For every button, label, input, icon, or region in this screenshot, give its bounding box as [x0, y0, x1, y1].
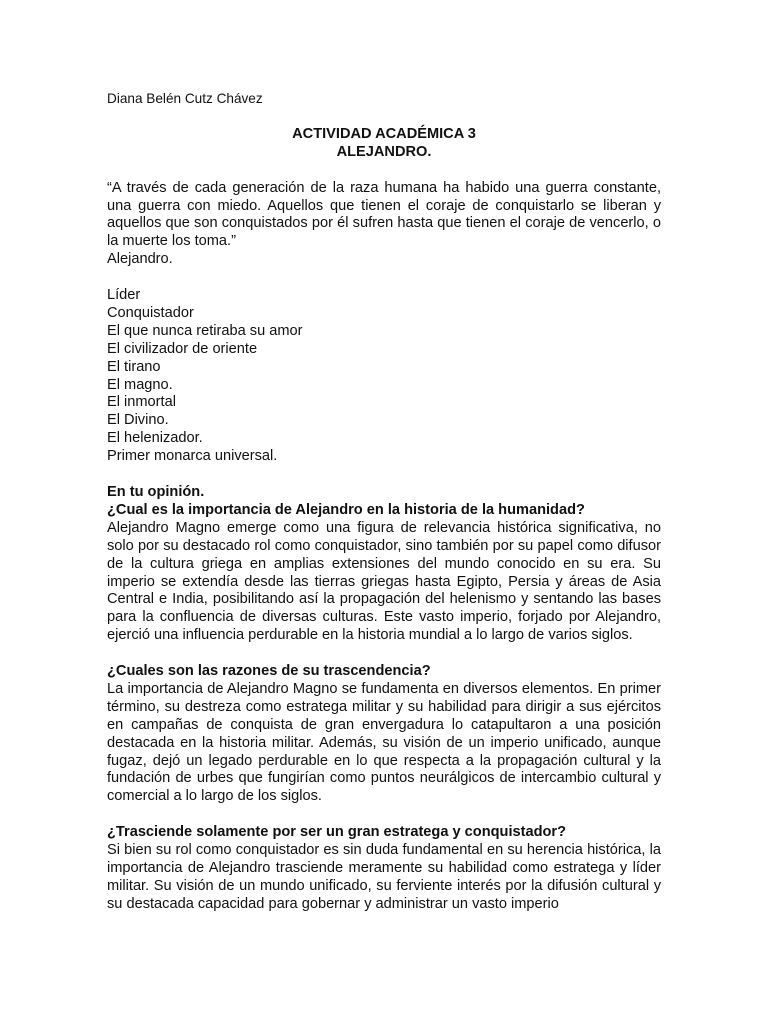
epithet-item: El que nunca retiraba su amor — [107, 322, 303, 339]
epithet-item: El helenizador. — [107, 430, 203, 447]
spacer — [107, 162, 661, 180]
epithet-item: El tirano — [107, 358, 161, 375]
spacer — [107, 269, 661, 287]
epithet-item: Primer monarca universal. — [107, 448, 278, 465]
document-page — [107, 90, 661, 914]
epithet-item: El Divino. — [107, 412, 169, 429]
answer-1: Alejandro Magno emerge como una figura de relevancia histórica significativa, no solo por su destacado rol como conquistador, sino también por su papel como difusor de la cultura griega en amplias extensiones del mundo conocido en su era. Su imperio se extendía desde las tierras griegas hasta Egipto, Persia y áreas de Asia Central e India, posibilitando así la propagación del helenismo y sentando las bases para la confluencia de diversas culturas. Este vasto imperio, forjado por Alejandro, ejerció una influencia perdurable en la historia mundial a lo largo de varios siglos. — [107, 519, 661, 644]
epithet-item: El magno. — [107, 376, 173, 393]
spacer — [107, 466, 661, 484]
answer-3: Si bien su rol como conquistador es sin duda fundamental en su herencia histórica, la importancia de Alejandro trasciende meramente su habilidad como estratega y líder militar. Su visión de un mundo unificado, su ferviente interés por la difusión cultural y su destacada capacidad para gobernar y administrar un vasto imperio — [107, 842, 661, 912]
document-title: ACTIVIDAD ACADÉMICA 3 — [292, 125, 476, 142]
answer-2: La importancia de Alejandro Magno se fundamenta en diversos elementos. En primer término, su destreza como estratega militar y su habilidad para dirigir a sus ejércitos en campañas de conquista de gran envergadura lo catapultaron a una posición destacada en la historia militar. Además, su visión de un imperio unificado, aunque fugaz, dejó un legado perdurable en lo que respecta a la propagación cultural y la fundación de urbes que fungirían como puntos neurálgicos de intercambio cultural y comercial a lo largo de los siglos. — [107, 680, 661, 805]
epithet-item: Conquistador — [107, 304, 194, 321]
question-2: ¿Cuales son las razones de su trascendencia? — [107, 663, 431, 680]
epithet-item: El inmortal — [107, 394, 176, 411]
quote-attribution: Alejandro. — [107, 251, 173, 268]
spacer — [107, 806, 661, 824]
spacer — [107, 645, 661, 663]
question-1: ¿Cual es la importancia de Alejandro en la historia de la humanidad? — [107, 501, 585, 518]
epithet-item: Líder — [107, 287, 141, 304]
epithet-list — [107, 287, 661, 466]
opening-quote: “A través de cada generación de la raza humana ha habido una guerra constante, una guerra con miedo. Aquellos que tienen el coraje de conquistarlo se liberan y aquellos que son conquistados por él sufren hasta que tienen el coraje de vencerlo, o la muerte los toma.” — [107, 179, 661, 250]
opinion-heading: En tu opinión. — [107, 483, 205, 500]
epithet-item: El civilizador de oriente — [107, 340, 258, 357]
question-3: ¿Trasciende solamente por ser un gran estratega y conquistador? — [107, 824, 567, 841]
author-name: Diana Belén Cutz Chávez — [107, 91, 263, 106]
document-subtitle: ALEJANDRO. — [336, 143, 432, 160]
